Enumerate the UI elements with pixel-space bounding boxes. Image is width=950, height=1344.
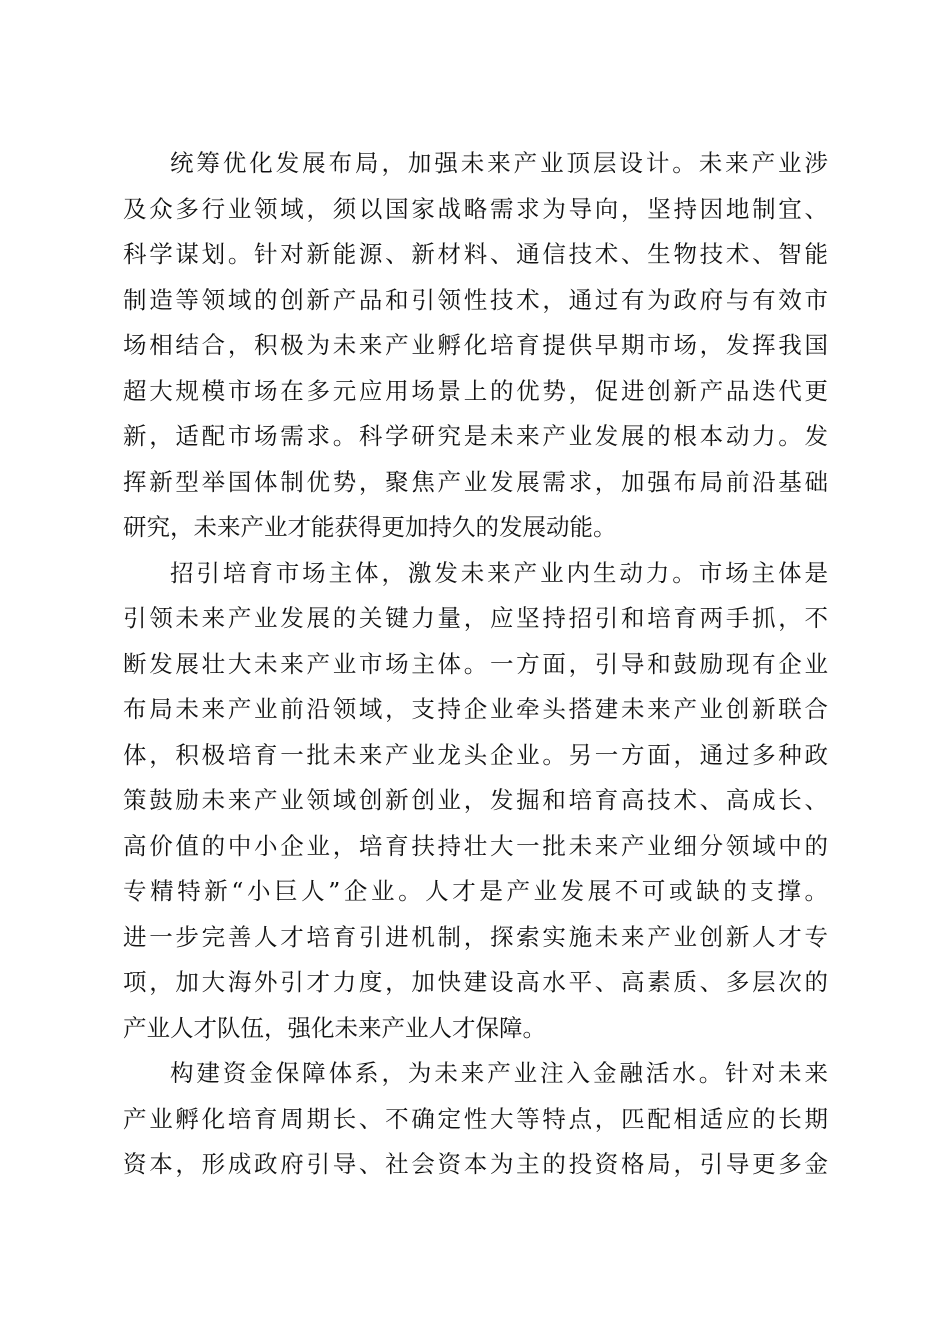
document-body [123,141,828,1188]
paragraph-1-line-2: 及众多行业领域，须以国家战略需求为导向，坚持因地制宜、 [123,194,828,223]
paragraph-1-line-5: 场相结合，积极为未来产业孵化培育提供早期市场，发挥我国 [123,331,828,359]
paragraph-2-line-7: 高价值的中小企业，培育扶持壮大一批未来产业细分领域中的 [123,831,828,860]
paragraph-1-line-3: 科学谋划。针对新能源、新材料、通信技术、生物技术、智能 [123,240,828,268]
paragraph-2-line-6: 策鼓励未来产业领域创新创业，发掘和培育高技术、高成长、 [123,786,828,814]
paragraph-1-line-9: 研究，未来产业才能获得更加持久的发展动能。 [123,513,617,541]
paragraph-1-line-4: 制造等领域的创新产品和引领性技术，通过有为政府与有效市 [123,285,828,314]
paragraph-1-line-1: 统筹优化发展布局，加强未来产业顶层设计。未来产业涉 [170,149,828,177]
paragraph-2-line-10: 项，加大海外引才力度，加快建设高水平、高素质、多层次的 [123,968,828,996]
paragraph-2-line-3: 断发展壮大未来产业市场主体。一方面，引导和鼓励现有企业 [123,649,828,678]
paragraph-1-line-8: 挥新型举国体制优势，聚焦产业发展需求，加强布局前沿基础 [123,467,828,496]
paragraph-2-line-11: 产业人才队伍，强化未来产业人才保障。 [123,1013,546,1042]
paragraph-2-line-8: 专精特新“小巨人”企业。人才是产业发展不可或缺的支撑。 [123,877,828,905]
paragraph-2-line-9: 进一步完善人才培育引进机制，探索实施未来产业创新人才专 [123,922,828,951]
paragraph-2-line-1: 招引培育市场主体，激发未来产业内生动力。市场主体是 [170,558,828,587]
paragraph-3-line-1: 构建资金保障体系，为未来产业注入金融活水。针对未来 [170,1059,828,1087]
paragraph-2-line-5: 体，积极培育一批未来产业龙头企业。另一方面，通过多种政 [123,740,828,769]
paragraph-1-line-7: 新，适配市场需求。科学研究是未来产业发展的根本动力。发 [123,422,828,450]
paragraph-1-line-6: 超大规模市场在多元应用场景上的优势，促进创新产品迭代更 [123,376,828,405]
paragraph-3-line-3: 资本，形成政府引导、社会资本为主的投资格局，引导更多金 [123,1150,828,1178]
paragraph-2-line-4: 布局未来产业前沿领域，支持企业牵头搭建未来产业创新联合 [123,695,828,723]
paragraph-3-line-2: 产业孵化培育周期长、不确定性大等特点，匹配相适应的长期 [123,1104,828,1133]
paragraph-2-line-2: 引领未来产业发展的关键力量，应坚持招引和培育两手抓，不 [123,604,828,632]
